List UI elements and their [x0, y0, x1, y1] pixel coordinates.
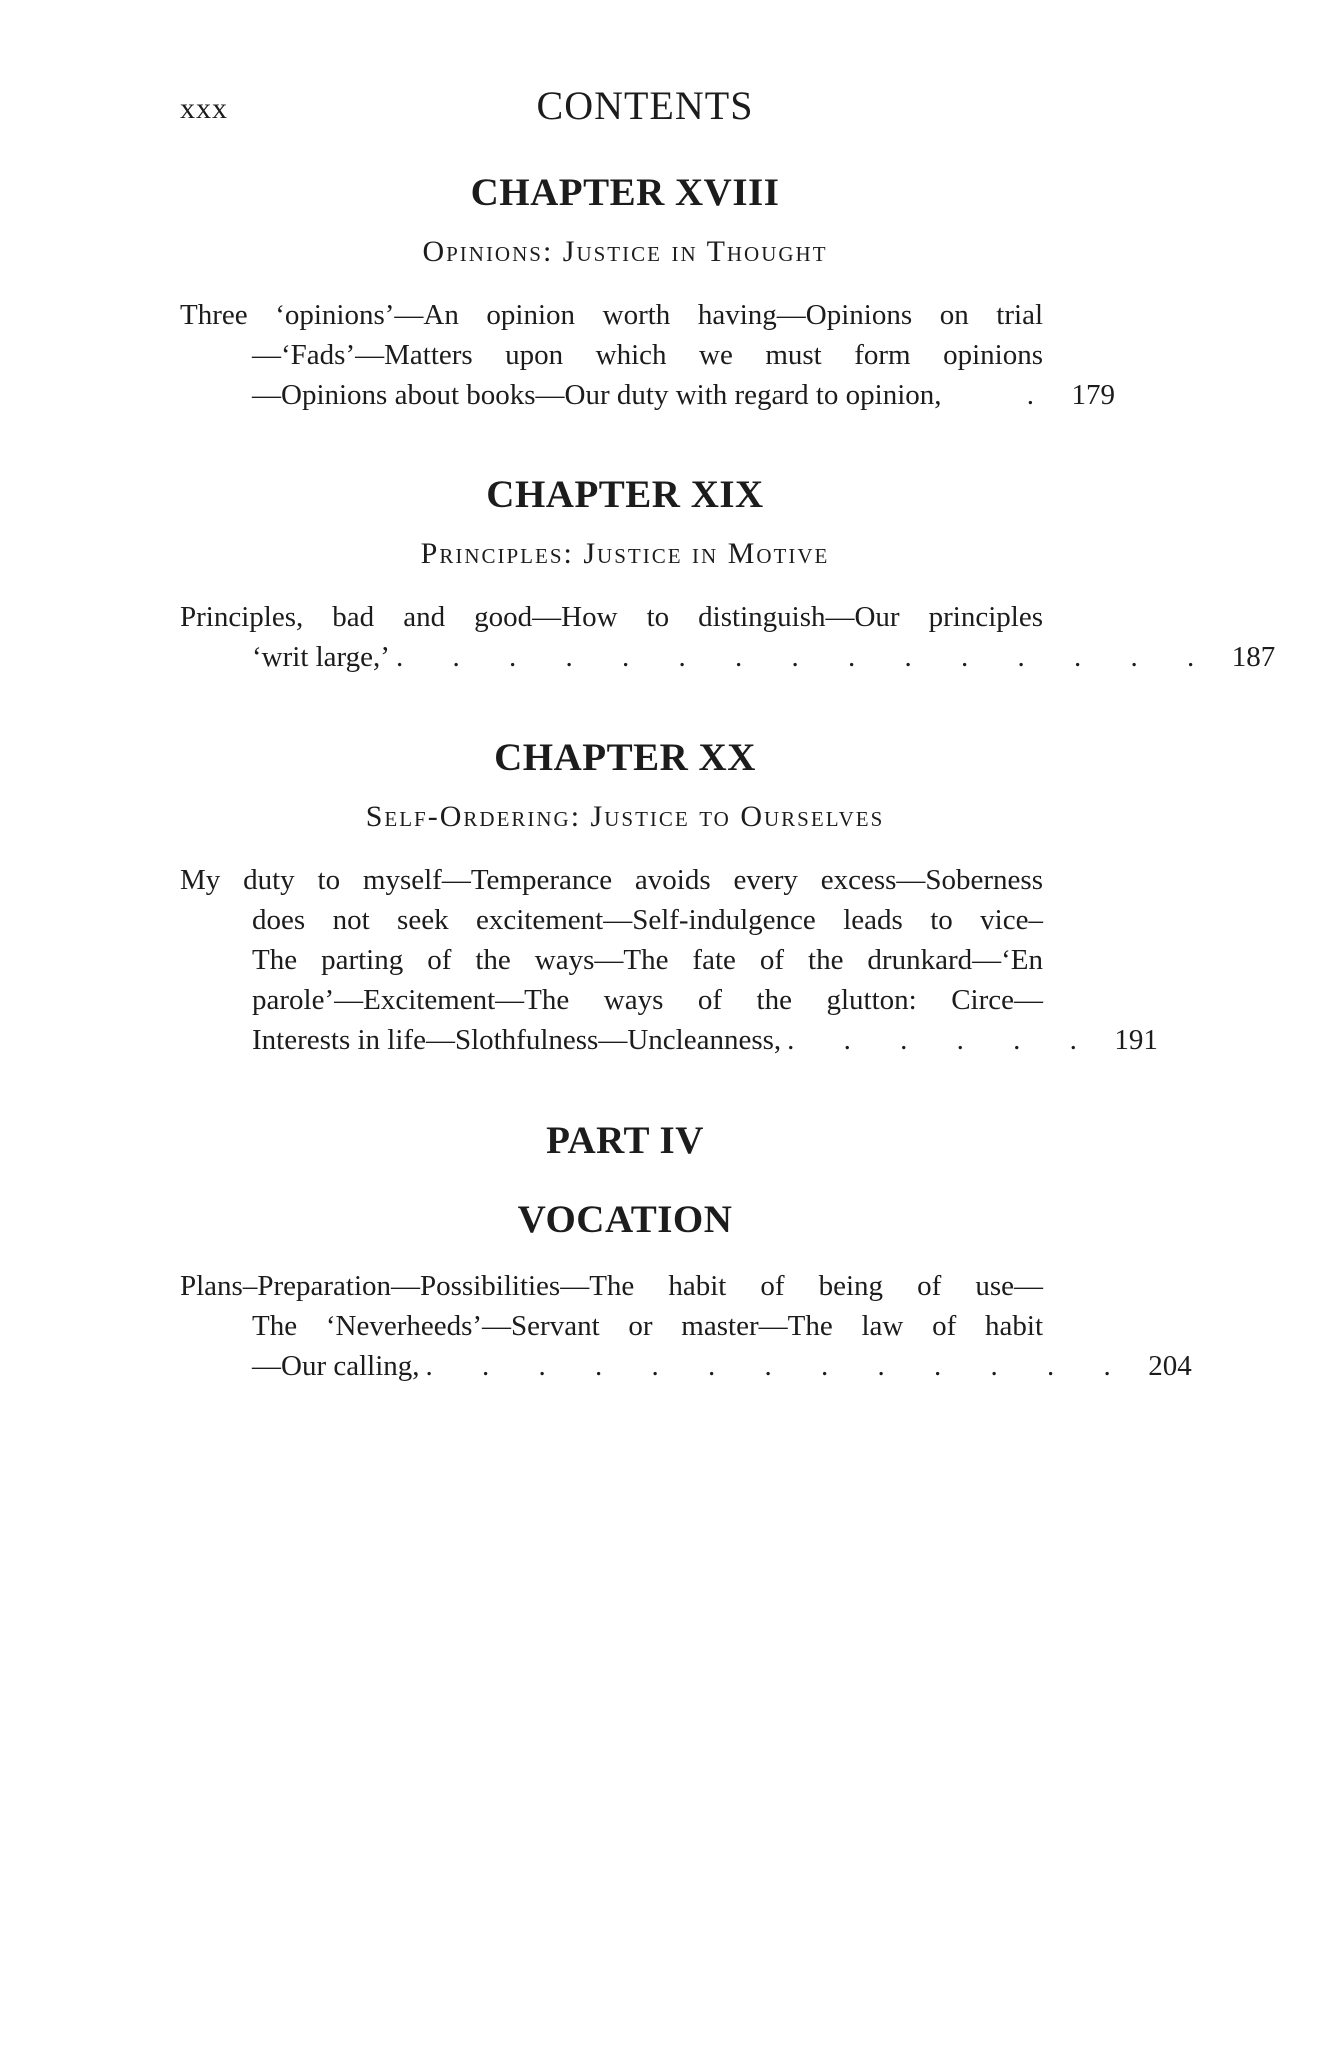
- dot-leader: . . . . . .: [787, 1024, 1098, 1056]
- entry-line: Interests in life—Slothfulness—Uncleanness,: [252, 1024, 782, 1056]
- page-reference: 191: [1114, 1024, 1158, 1056]
- page-reference: 204: [1148, 1350, 1192, 1382]
- chapter-heading: CHAPTER XIX: [486, 473, 764, 516]
- entry-line: The parting of the ways—The fate of the drunkard—‘En: [252, 944, 1043, 976]
- entry-line: —Our calling,: [252, 1350, 420, 1382]
- entry-line: parole’—Excitement—The ways of the glutton: Circe—: [252, 984, 1043, 1016]
- page-reference: 187: [1231, 641, 1276, 673]
- entry-line: The ‘Neverheeds’—Servant or master—The law of habit: [252, 1310, 1043, 1342]
- entry-last-line: [252, 637, 1276, 677]
- chapter-subtitle: Opinions: Justice in Thought: [422, 235, 828, 268]
- entry-last-line: [252, 1020, 1158, 1060]
- entry-line: Three ‘opinions’—An opinion worth having—Opinions on trial: [180, 299, 1043, 331]
- dot-leader: . . . . . . . . . . . . .: [425, 1350, 1132, 1382]
- entry-line: does not seek excitement—Self-indulgence leads to vice–: [252, 904, 1043, 936]
- chapter-xx-section: [180, 735, 1158, 1060]
- part-iv-section: [180, 1118, 1192, 1386]
- chapter-heading: CHAPTER XVIII: [470, 171, 780, 214]
- entry-line: —Opinions about books—Our duty with regard to opinion,: [252, 379, 942, 411]
- page-number: xxx: [180, 92, 228, 125]
- chapter-heading: CHAPTER XX: [494, 736, 756, 779]
- toc-entry: [180, 597, 1276, 677]
- toc-entry: [180, 295, 1115, 415]
- chapter-xix-section: [180, 472, 1276, 677]
- entry-last-line: [252, 375, 1115, 415]
- chapter-xviii-section: [180, 170, 1115, 415]
- entry-line: ‘writ large,’: [252, 641, 390, 673]
- chapter-subtitle: Self-Ordering: Justice to Ourselves: [365, 800, 885, 833]
- toc-entry: [180, 860, 1158, 1060]
- entry-line: Principles, bad and good—How to distinguish—Our principles: [180, 601, 1043, 633]
- dot-leader: . . . . . . . . . . . . . . .: [395, 641, 1216, 673]
- page-reference: 179: [1071, 379, 1115, 411]
- dot-leader: .: [1026, 379, 1055, 411]
- running-title: CONTENTS: [536, 83, 754, 128]
- toc-entry: [180, 1266, 1192, 1386]
- part-title: VOCATION: [517, 1198, 733, 1241]
- entry-line: Plans–Preparation—Possibilities—The habit of being of use—: [180, 1270, 1043, 1302]
- entry-line: —‘Fads’—Matters upon which we must form opinions: [252, 339, 1043, 371]
- running-head: [0, 82, 1325, 132]
- entry-last-line: [252, 1346, 1192, 1386]
- entry-line: My duty to myself—Temperance avoids every excess—Soberness: [180, 864, 1043, 896]
- chapter-subtitle: Principles: Justice in Motive: [420, 537, 830, 570]
- part-heading: PART IV: [546, 1119, 704, 1162]
